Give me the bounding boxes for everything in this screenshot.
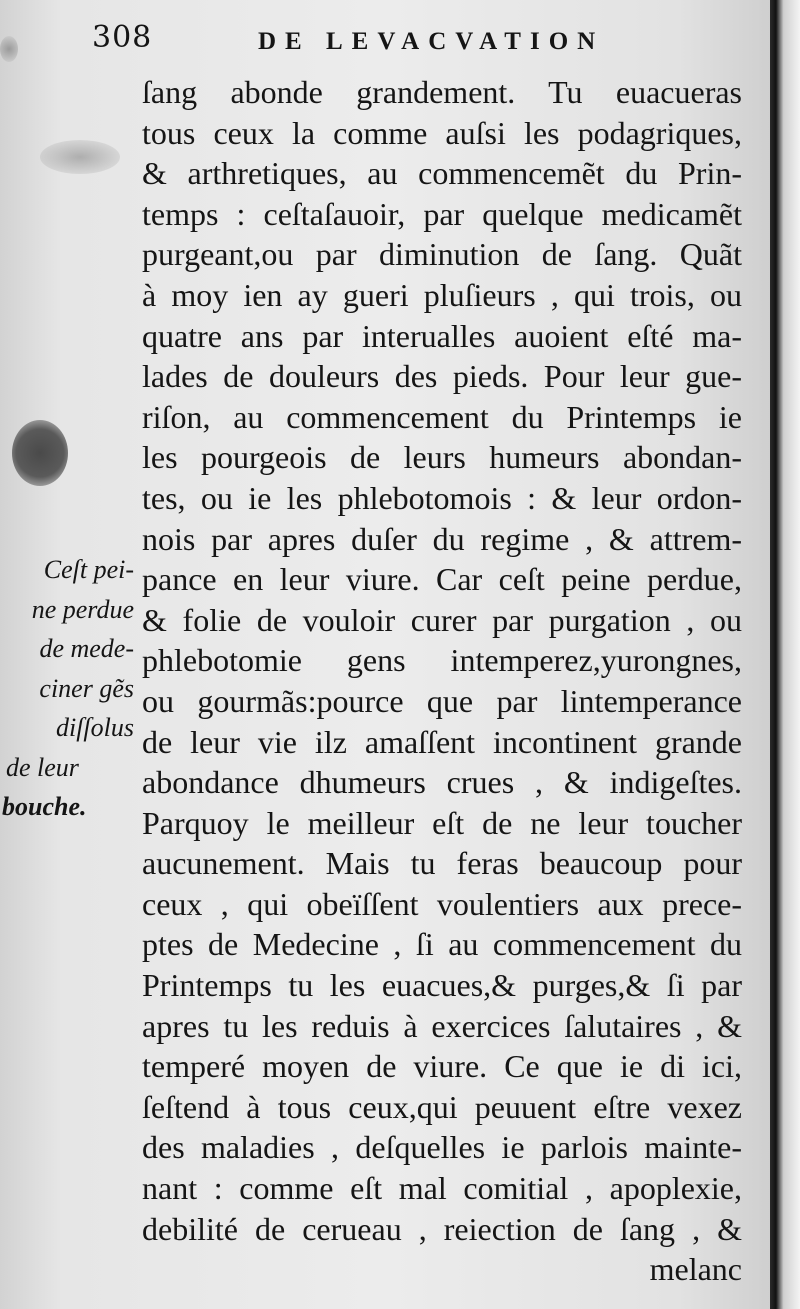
ink-stain: [12, 420, 68, 486]
running-title: DE LEVACVATION: [258, 28, 605, 55]
margin-note-line: diſſolus: [55, 713, 134, 742]
text-line: pance en leur viure. Car ceſt peine perdue,: [142, 561, 742, 598]
margin-note-line: ne perdue: [31, 594, 134, 624]
text-line: ſeſtend à tous ceux,qui peuuent eſtre vexez: [142, 1088, 742, 1125]
margin-note-line: ciner gẽs: [39, 673, 134, 703]
text-line: & arthretiques, au commencemẽt du Prin-: [142, 155, 742, 192]
text-line: debilité de cerueau , reiection de ſang , &: [142, 1210, 742, 1247]
page-header: [0, 16, 770, 66]
text-line: abondance dhumeurs crues , & indigeſtes.: [142, 764, 742, 801]
margin-note-line: de mede-: [39, 634, 134, 663]
text-line: aucunement. Mais tu feras beaucoup pour: [142, 845, 742, 882]
text-line: tes, ou ie les phlebotomois : & leur ordon-: [142, 479, 742, 516]
text-line: phlebotomie gens intemperez,yurongnes,: [142, 642, 742, 679]
text-line: & folie de vouloir curer par purgation , ou: [142, 601, 742, 638]
body-text: [142, 72, 742, 1290]
text-line: apres tu les reduis à exercices ſalutaires , &: [142, 1007, 742, 1044]
margin-note-line: de leur: [6, 752, 79, 782]
text-line: melanc: [649, 1251, 742, 1288]
text-line: des maladies , deſquelles ie parlois mainte-: [142, 1129, 742, 1166]
text-line: temperé moyen de viure. Ce que ie di ici,: [142, 1048, 742, 1085]
text-line: ſang abonde grandement. Tu euacueras: [142, 74, 742, 110]
margin-note-line: bouche.: [2, 792, 87, 821]
text-line: purgeant,ou par diminution de ſang. Quãt: [142, 236, 742, 273]
text-line: nant : comme eſt mal comitial , apoplexie,: [142, 1170, 742, 1207]
text-line: tous ceux la comme auſsi les podagriques,: [142, 114, 742, 151]
margin-note-line: Ceſt pei-: [43, 555, 134, 584]
text-line: temps : ceſtaſauoir, par quelque medicamẽt: [142, 195, 742, 232]
text-line: nois par apres duſer du regime , & attrem-: [142, 520, 742, 557]
margin-note: [0, 550, 140, 827]
text-line: de leur vie ilz amaſſent incontinent grande: [142, 723, 742, 760]
text-line: riſon, au commencement du Printemps ie: [142, 398, 742, 435]
page-gutter: [770, 0, 800, 1309]
text-line: à moy ien ay gueri pluſieurs , qui trois, ou: [142, 276, 742, 313]
paper-smudge: [40, 140, 120, 174]
page-number: 308: [92, 20, 153, 55]
text-line: quatre ans par interualles auoient eſté ma-: [142, 317, 742, 354]
text-line: lades de douleurs des pieds. Pour leur gue-: [142, 358, 742, 395]
text-line: Printemps tu les euacues,& purges,& ſi par: [142, 967, 742, 1004]
text-line: les pourgeois de leurs humeurs abondan-: [142, 439, 742, 476]
text-line: Parquoy le meilleur eſt de ne leur toucher: [142, 804, 742, 841]
text-line: ou gourmãs:pource que par lintemperance: [142, 682, 742, 719]
text-line: ceux , qui obeïſſent voulentiers aux prece-: [142, 885, 742, 922]
text-line: ptes de Medecine , ſi au commencement du: [142, 926, 742, 963]
